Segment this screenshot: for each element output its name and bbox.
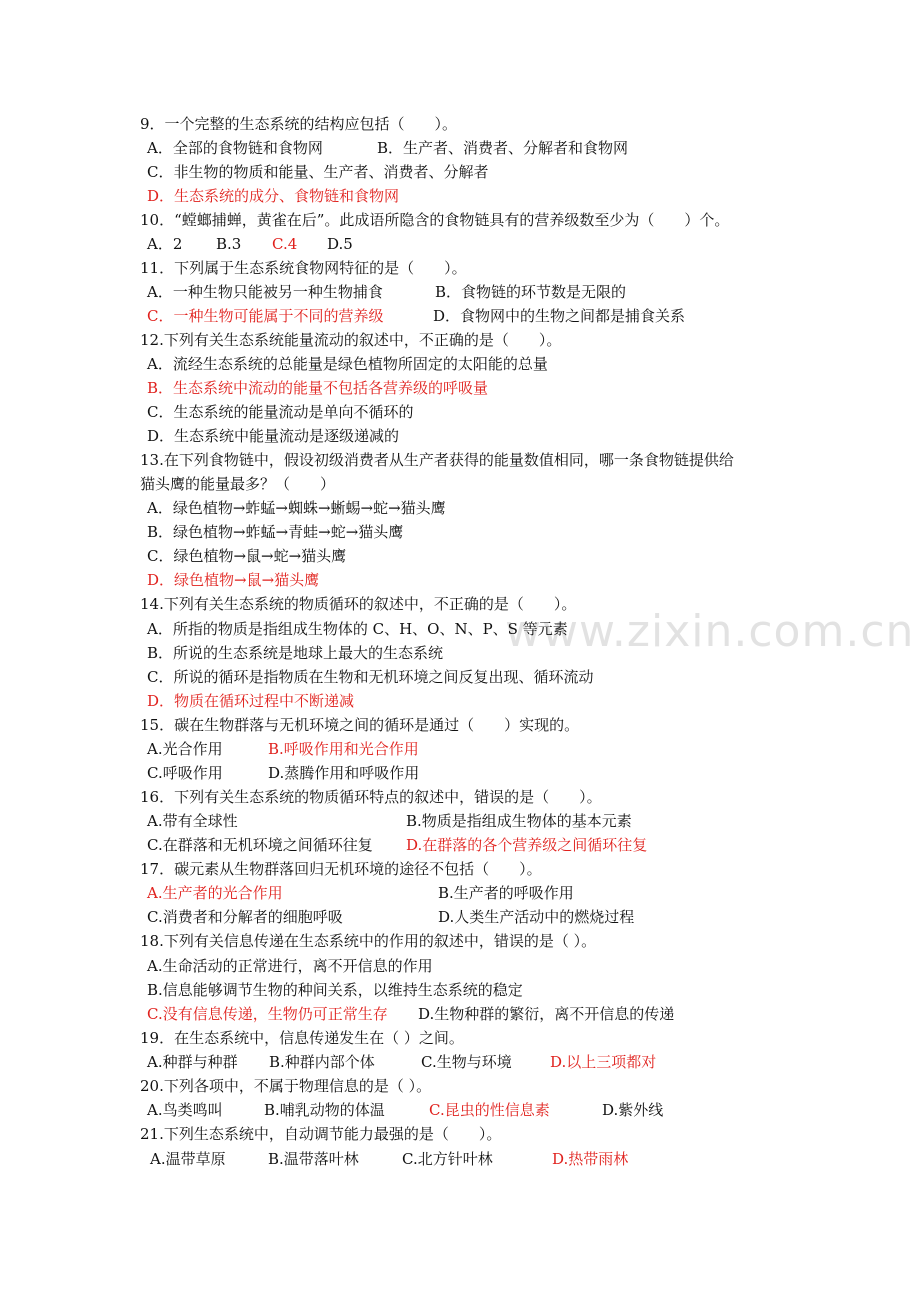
question-14-option-d-answer: D．物质在循环过程中不断递减 (147, 692, 355, 710)
question-20-option-d: D.紫外线 (602, 1101, 664, 1119)
question-13-option-a: A．绿色植物→蚱蜢→蜘蛛→蜥蜴→蛇→猫头鹰 (147, 499, 446, 517)
question-17-option-b: B.生产者的呼吸作用 (438, 884, 574, 902)
question-15-option-c: C.呼吸作用 (147, 764, 223, 782)
question-20-option-c-answer: C.昆虫的性信息素 (429, 1101, 550, 1119)
question-16-stem: 16．下列有关生态系统的物质循环特点的叙述中，错误的是（ ）。 (140, 788, 602, 806)
question-21-option-a: A.温带草原 (150, 1150, 226, 1168)
question-15-option-a: A.光合作用 (147, 740, 223, 758)
question-17-option-a-answer: A.生产者的光合作用 (147, 884, 283, 902)
question-11-stem: 11．下列属于生态系统食物网特征的是（ ）。 (140, 259, 467, 277)
question-9-option-b: B．生产者、消费者、分解者和食物网 (377, 139, 629, 157)
question-13-stem-continued: 猫头鹰的能量最多？（ ） (140, 475, 336, 493)
question-11-option-b: B．食物链的环节数是无限的 (435, 283, 627, 301)
question-9-option-a: A．全部的食物链和食物网 (147, 139, 323, 157)
question-16-option-c: C.在群落和无机环境之间循环往复 (147, 836, 373, 854)
question-18-option-a: A.生命活动的正常进行，离不开信息的作用 (147, 957, 433, 975)
question-17-stem: 17．碳元素从生物群落回归无机环境的途径不包括（ ）。 (140, 860, 542, 878)
question-19-option-d-answer: D.以上三项都对 (550, 1053, 657, 1071)
question-20-option-a: A.鸟类鸣叫 (147, 1101, 223, 1119)
question-15-option-b-answer: B.呼吸作用和光合作用 (268, 740, 419, 758)
question-13-stem: 13.在下列食物链中，假设初级消费者从生产者获得的能量数值相同，哪一条食物链提供给 (140, 451, 734, 469)
question-12-option-c: C．生态系统的能量流动是单向不循环的 (147, 403, 414, 421)
question-16-option-a: A.带有全球性 (147, 812, 238, 830)
question-16-option-d-answer: D.在群落的各个营养级之间循环往复 (406, 836, 648, 854)
question-13-option-c: C．绿色植物→鼠→蛇→猫头鹰 (147, 547, 347, 565)
question-9-stem: 9．一个完整的生态系统的结构应包括（ ）。 (140, 115, 458, 133)
question-12-stem: 12.下列有关生态系统能量流动的叙述中，不正确的是（ ）。 (140, 331, 562, 349)
question-12-option-b-answer: B．生态系统中流动的能量不包括各营养级的呼吸量 (147, 379, 489, 397)
question-11-option-d: D．食物网中的生物之间都是捕食关系 (433, 307, 686, 325)
question-16-option-b: B.物质是指组成生物体的基本元素 (406, 812, 632, 830)
question-18-option-b: B.信息能够调节生物的种间关系，以维持生态系统的稳定 (147, 981, 523, 999)
question-13-option-b: B．绿色植物→蚱蜢→青蛙→蛇→猫头鹰 (147, 523, 404, 541)
question-20-option-b: B.哺乳动物的体温 (264, 1101, 385, 1119)
question-11-option-a: A．一种生物只能被另一种生物捕食 (147, 283, 383, 301)
question-14-stem: 14.下列有关生态系统的物质循环的叙述中，不正确的是（ ）。 (140, 595, 577, 613)
question-15-stem: 15．碳在生物群落与无机环境之间的循环是通过（ ）实现的。 (140, 716, 580, 734)
question-21-option-c: C.北方针叶林 (402, 1150, 493, 1168)
question-14-option-b: B．所说的生态系统是地球上最大的生态系统 (147, 644, 444, 662)
question-10-option-a: A．2 (147, 235, 183, 253)
question-19-stem: 19．在生态系统中，信息传递发生在（ ）之间。 (140, 1029, 464, 1047)
watermark: www.zixin.com.cn (505, 606, 915, 657)
question-21-stem: 21.下列生态系统中，自动调节能力最强的是（ ）。 (140, 1125, 502, 1143)
question-19-option-c: C.生物与环境 (421, 1053, 512, 1071)
question-17-option-c: C.消费者和分解者的细胞呼吸 (147, 908, 343, 926)
question-11-option-c-answer: C．一种生物可能属于不同的营养级 (147, 307, 384, 325)
question-14-option-c: C．所说的循环是指物质在生物和无机环境之间反复出现、循环流动 (147, 668, 594, 686)
question-17-option-d: D.人类生产活动中的燃烧过程 (438, 908, 635, 926)
question-18-option-c-answer: C.没有信息传递，生物仍可正常生存 (147, 1005, 388, 1023)
question-10-option-b: B.3 (216, 235, 242, 253)
question-21-option-d-answer: D.热带雨林 (552, 1150, 629, 1168)
question-12-option-d: D．生态系统中能量流动是逐级递减的 (147, 427, 400, 445)
question-10-stem: 10．“螳螂捕蝉，黄雀在后”。此成语所隐含的食物链具有的营养级数至少为（ ）个。 (140, 211, 730, 229)
question-19-option-a: A.种群与种群 (147, 1053, 238, 1071)
question-9-option-c: C．非生物的物质和能量、生产者、消费者、分解者 (147, 163, 489, 181)
question-14-option-a: A．所指的物质是指组成生物体的 C、H、O、N、P、S 等元素 (147, 620, 568, 638)
question-10-option-d: D.5 (327, 235, 353, 253)
question-18-option-d: D.生物种群的繁衍，离不开信息的传递 (418, 1005, 675, 1023)
question-19-option-b: B.种群内部个体 (269, 1053, 375, 1071)
question-15-option-d: D.蒸腾作用和呼吸作用 (268, 764, 420, 782)
question-9-option-d-answer: D．生态系统的成分、食物链和食物网 (147, 187, 400, 205)
question-20-stem: 20.下列各项中，不属于物理信息的是（ ）。 (140, 1077, 432, 1095)
question-12-option-a: A．流经生态系统的总能量是绿色植物所固定的太阳能的总量 (147, 355, 548, 373)
question-13-option-d-answer: D．绿色植物→鼠→猫头鹰 (147, 571, 320, 589)
question-10-option-c-answer: C.4 (272, 235, 298, 253)
question-21-option-b: B.温带落叶林 (268, 1150, 359, 1168)
question-18-stem: 18.下列有关信息传递在生态系统中的作用的叙述中，错误的是（ ）。 (140, 932, 597, 950)
